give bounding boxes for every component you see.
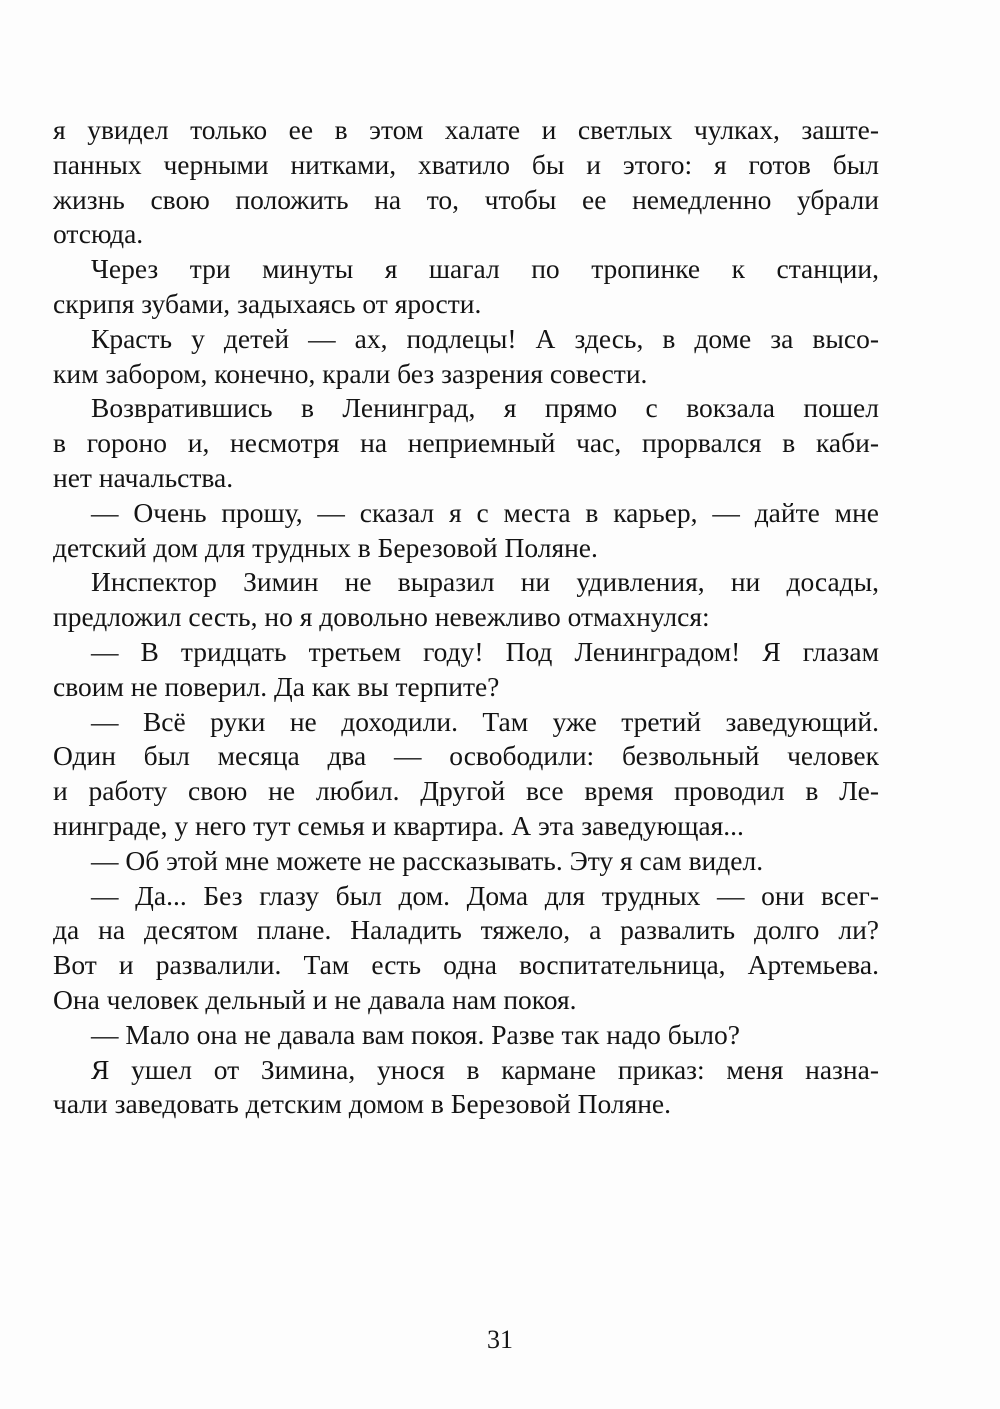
text-line: Она человек дельный и не давала нам покоя. [53,983,577,1015]
text-line: — Мало она не давала вам покоя. Разве так надо было? [91,1018,740,1050]
body-text [53,113,879,1122]
text-line: нинграде, у него тут семья и квартира. А эта заведующая... [53,809,744,841]
paragraph [53,879,879,1018]
paragraph [53,565,879,635]
text-line: Я ушел от Зимина, унося в кармане приказ: меня назна- [91,1053,879,1085]
text-line: я увидел только ее в этом халате и светлых чулках, заште- [53,114,879,145]
text-line: панных черными нитками, хватило бы и этого: я готов был [53,148,879,180]
text-line: детский дом для трудных в Березовой Поляне. [53,531,598,563]
text-line: отсюда. [53,218,144,250]
paragraph [53,391,879,495]
text-line: Красть у детей — ах, подлецы! А здесь, в доме за высо- [91,322,879,354]
text-line: — В тридцать третьем году! Под Ленинградом! Я глазам [91,635,879,667]
text-line: Один был месяца два — освободили: безвольный человек [53,740,879,772]
paragraph [53,252,879,322]
paragraph [53,844,879,879]
text-line: — Очень прошу, — сказал я с места в карьер, — дайте мне [91,496,879,528]
paragraph [53,1018,879,1053]
text-line: скрипя зубами, задыхаясь от ярости. [53,287,482,319]
text-line: в гороно и, несмотря на неприемный час, прорвался в каби- [53,427,879,459]
text-line: предложил сесть, но я довольно невежливо отмахнулся: [53,601,710,633]
paragraph [53,1053,879,1123]
text-line: Возвратившись в Ленинград, я прямо с вокзала пошел [91,392,879,424]
text-line: да на десятом плане. Наладить тяжело, а развалить долго ли? [53,914,879,946]
paragraph [53,322,879,392]
paragraph [53,496,879,566]
text-line: жизнь свою положить на то, чтобы ее немедленно убрали [53,183,879,215]
text-line: — Об этой мне можете не рассказывать. Эту я сам видел. [91,844,764,876]
paragraph [53,113,879,252]
paragraph [53,705,879,844]
text-line: Через три минуты я шагал по тропинке к станции, [91,253,879,285]
paragraph [53,635,879,705]
text-line: и работу свою не любил. Другой все время проводил в Ле- [53,775,879,807]
text-line: ким забором, конечно, крали без зазрения совести. [53,357,648,389]
text-line: нет начальства. [53,461,234,493]
text-line: своим не поверил. Да как вы терпите? [53,670,500,702]
text-line: Инспектор Зимин не выразил ни удивления, ни досады, [91,566,879,598]
text-line: Вот и развалили. Там есть одна воспитательница, Артемьева. [53,949,879,981]
text-line: — Всё руки не доходили. Там уже третий заведующий. [91,705,879,737]
text-line: — Да... Без глазу был дом. Дома для трудных — они всег- [91,879,879,911]
page-number: 31 [487,1325,513,1354]
text-line: чали заведовать детским домом в Березовой Поляне. [53,1088,672,1120]
